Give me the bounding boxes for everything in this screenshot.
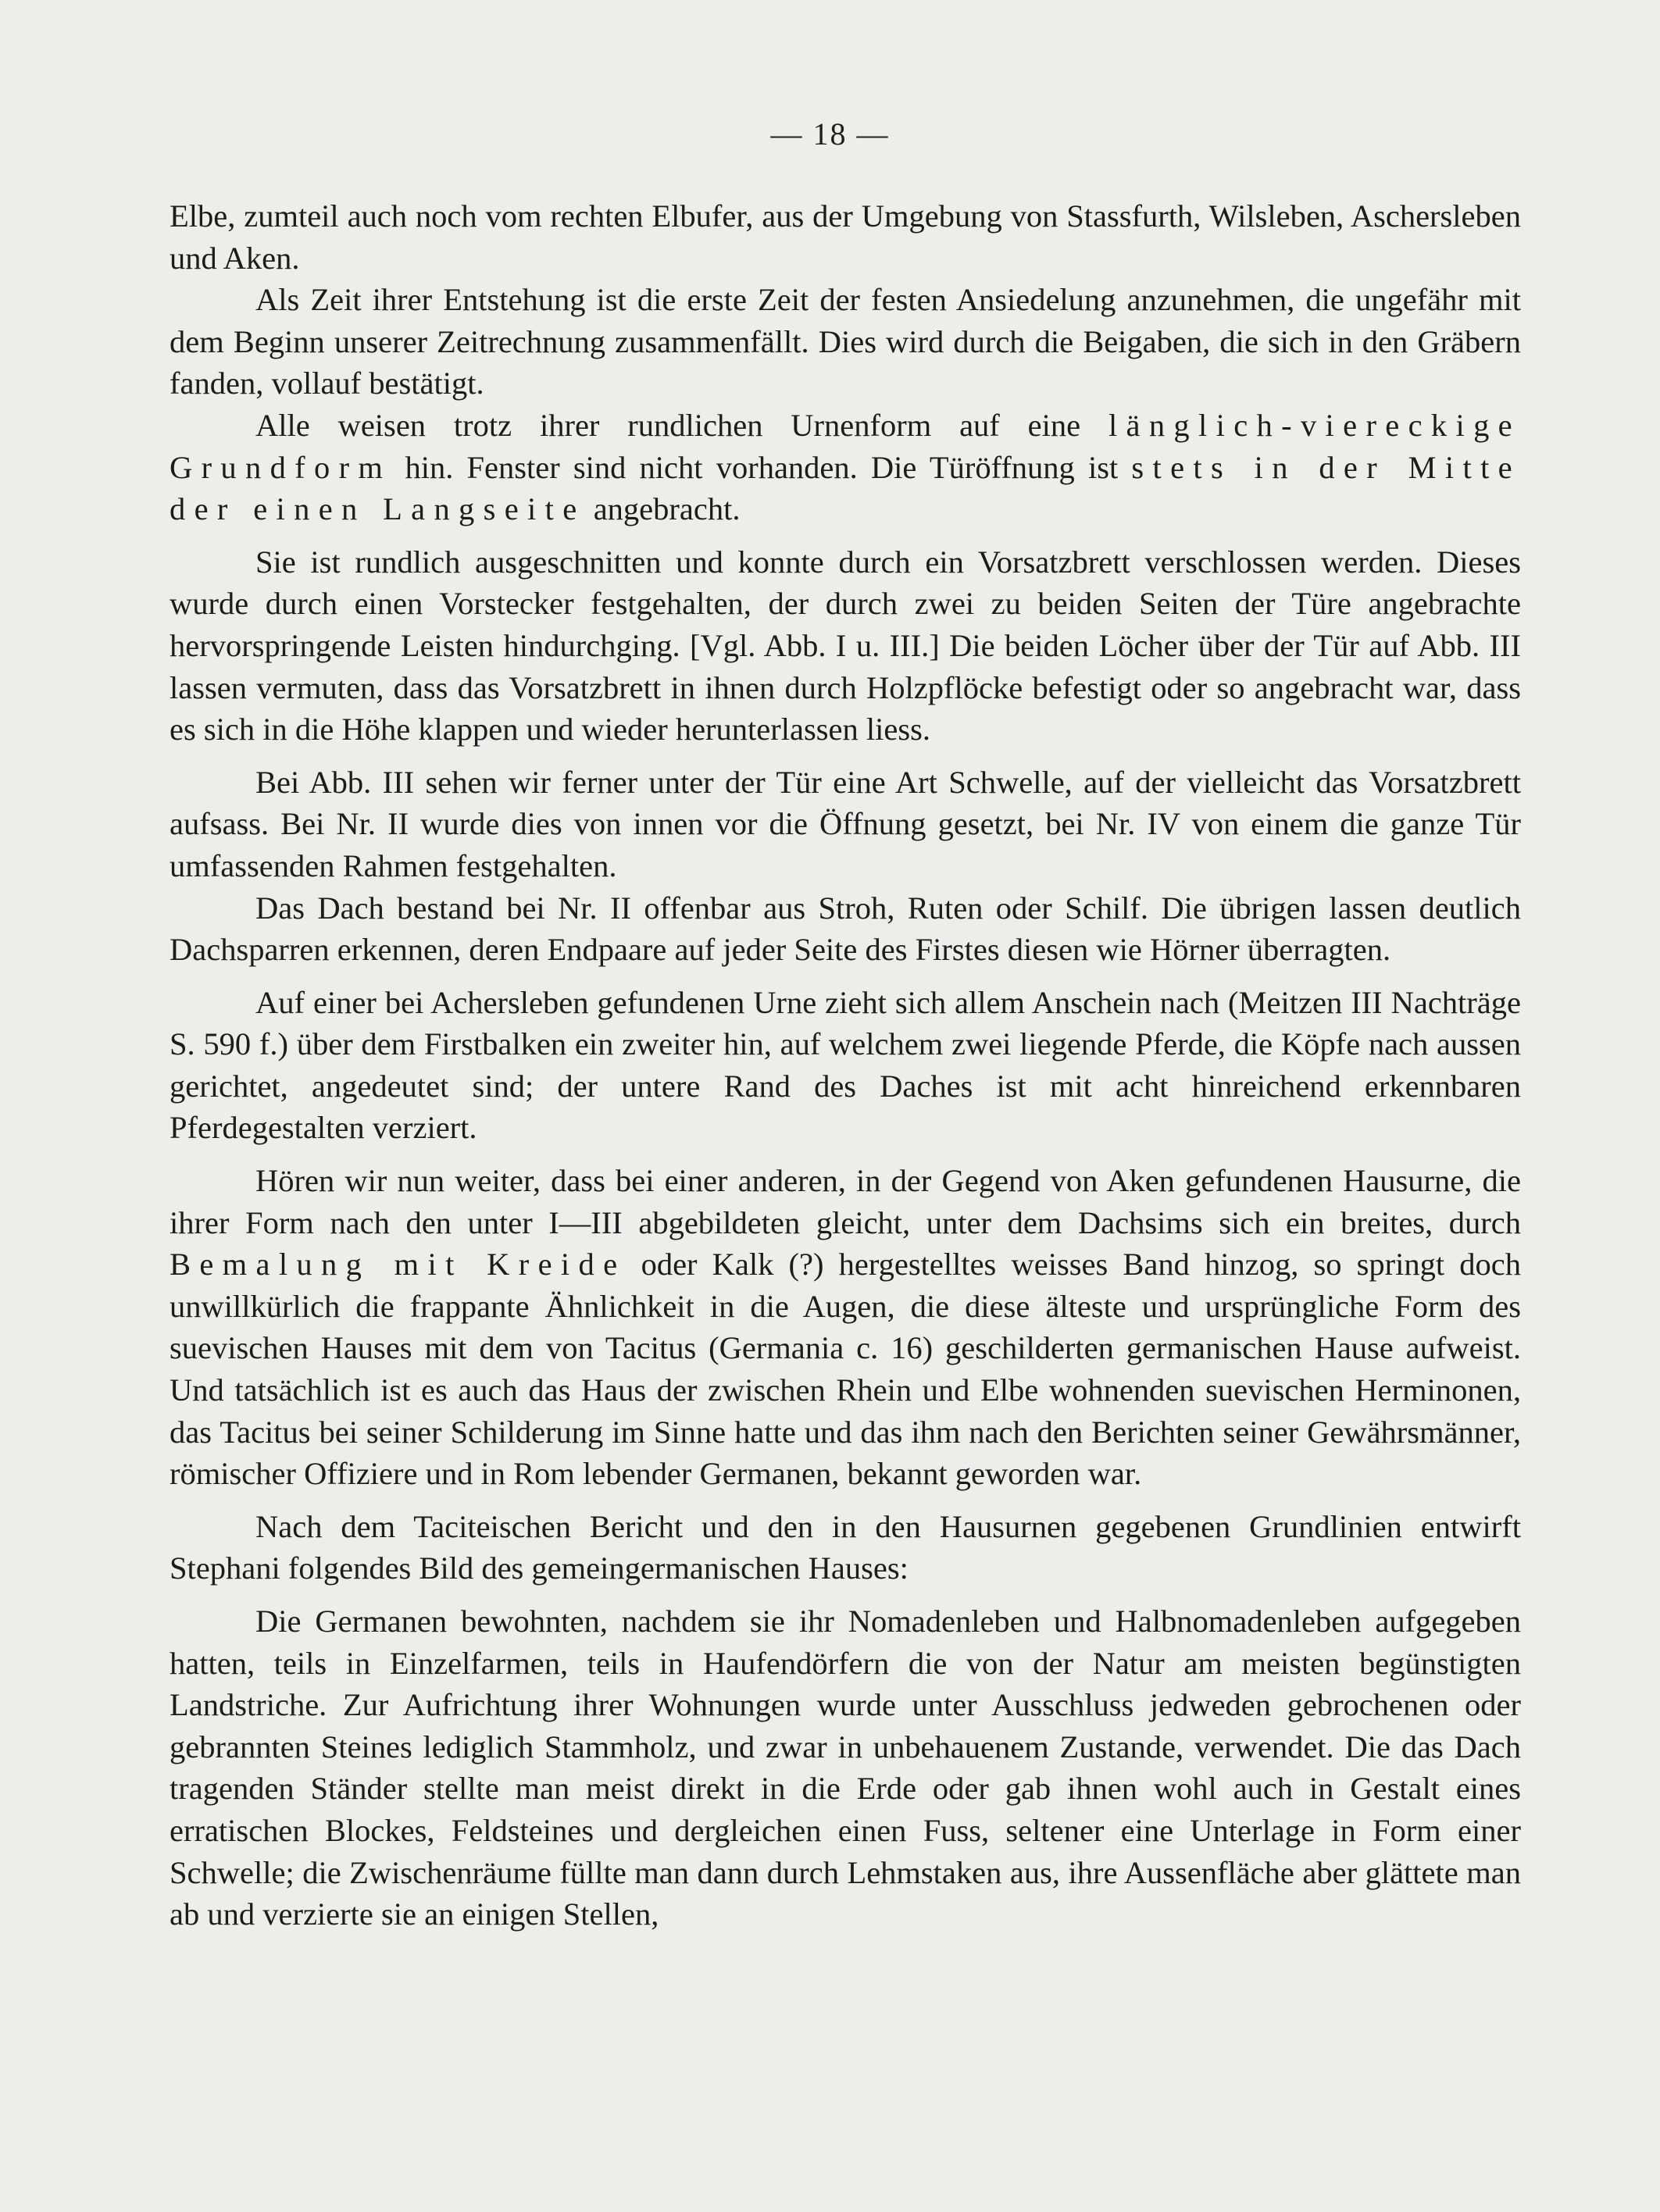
paragraph-6 (170, 887, 1521, 971)
text-run: Alle weisen trotz ihrer rundlichen Urnenform auf eine (255, 407, 1108, 443)
paragraph-9 (170, 1506, 1521, 1589)
text-run: Auf einer bei Achersleben gefundenen Urne zieht sich allem Anschein nach (Meitzen III Nachträge S. 590 f.) über dem Firstbalken ein zweiter hin, auf welchem zwei liegende Pferde, die Köpfe nach aussen gerichtet, angedeutet sind; der untere Rand des Daches ist mit acht hinreichend erkennbaren Pferdegestalten verziert. (170, 984, 1521, 1146)
text-run: hin. Fenster sind nicht vorhanden. Die Türöffnung ist (391, 449, 1132, 485)
paragraph-8 (170, 1160, 1521, 1495)
paragraph-3 (170, 405, 1521, 530)
body-text (170, 195, 1521, 1936)
paragraph-2 (170, 279, 1521, 405)
paragraph-1 (170, 195, 1521, 279)
text-run: oder Kalk (?) hergestelltes weisses Band hinzog, so springt doch unwillkürlich die frappante Ähnlichkeit in die Augen, die diese älteste und ursprüngliche Form des suevischen Hauses mit dem von Tacitus (Germania c. 16) geschilderten germanischen Hause aufweist. Und tatsächlich ist es auch das Haus der zwischen Rhein und Elbe wohnenden suevischen Herminonen, das Tacitus bei seiner Schilderung im Sinne hatte und das ihm nach den Berichten seiner Gewährsmänner, römischer Offiziere und in Rom lebender Germanen, bekannt geworden war. (170, 1247, 1521, 1492)
spaced-emphasis: Bemalung mit Kreide (170, 1247, 627, 1283)
text-run: Als Zeit ihrer Entstehung ist die erste Zeit der festen Ansiedelung anzunehmen, die ungefähr mit dem Beginn unserer Zeitrechnung zusammenfällt. Dies wird durch die Beigaben, die sich in den Gräbern fanden, vollauf bestätigt. (170, 282, 1521, 401)
paragraph-10 (170, 1600, 1521, 1936)
text-run: Das Dach bestand bei Nr. II offenbar aus Stroh, Ruten oder Schilf. Die übrigen lassen deutlich Dachsparren erkennen, deren Endpaare auf jeder Seite des Firstes diesen wie Hörner überragten. (170, 890, 1521, 968)
text-run: Hören wir nun weiter, dass bei einer anderen, in der Gegend von Aken gefundenen Hausurne, die ihrer Form nach den unter I—III abgebildeten gleicht, unter dem Dachsims sich ein breites, durch (170, 1163, 1521, 1240)
text-run: Sie ist rundlich ausgeschnitten und konnte durch ein Vorsatzbrett verschlossen werden. Dieses wurde durch einen Vorstecker festgehalten, der durch zwei zu beiden Seiten der Türe angebrachte hervorspringende Leisten hindurchging. [Vgl. Abb. I u. III.] Die beiden Löcher über der Tür auf Abb. III lassen vermuten, dass das Vorsatzbrett in ihnen durch Holzpflöcke befestigt oder so angebracht war, dass es sich in die Höhe klappen und wieder herunterlassen liess. (170, 544, 1521, 747)
paragraph-4 (170, 541, 1521, 751)
text-run: Elbe, zumteil auch noch vom rechten Elbufer, aus der Umgebung von Stassfurth, Wilsleben, Aschersleben und Aken. (170, 198, 1521, 276)
text-run: Die Germanen bewohnten, nachdem sie ihr Nomadenleben und Halbnomadenleben aufgegeben hatten, teils in Einzelfarmen, teils in Haufendörfern die von der Natur am meisten begünstigten Landstriche. Zur Aufrichtung ihrer Wohnungen wurde unter Ausschluss jedweden gebrochenen oder gebrannten Steines lediglich Stammholz, und zwar in unbehauenem Zustande, verwendet. Die das Dach tragenden Ständer stellte man meist direkt in die Erde oder gab ihnen wohl auch in Gestalt eines erratischen Blockes, Feldsteines und dergleichen einen Fuss, seltener eine Unterlage in Form einer Schwelle; die Zwischenräume füllte man dann durch Lehmstaken aus, ihre Aussenfläche aber glättete man ab und verzierte sie an einigen Stellen, (170, 1604, 1521, 1932)
text-run: Nach dem Taciteischen Bericht und den in den Hausurnen gegebenen Grundlinien entwirft Stephani folgendes Bild des gemeingermanischen Hauses: (170, 1508, 1521, 1586)
spaced-emphasis: stets in der Mitte der einen Langseite (170, 449, 1521, 527)
page-number: — 18 — (770, 116, 890, 152)
text-run: Bei Abb. III sehen wir ferner unter der Tür eine Art Schwelle, auf der vielleicht das Vorsatzbrett aufsass. Bei Nr. II wurde dies von innen vor die Öffnung gesetzt, bei Nr. IV von einem die ganze Tür umfassenden Rahmen festgehalten. (170, 764, 1521, 883)
text-run: angebracht. (585, 491, 741, 527)
spaced-emphasis: länglich-viereckige Grundform (170, 407, 1521, 485)
paragraph-5 (170, 762, 1521, 887)
paragraph-7 (170, 982, 1521, 1149)
